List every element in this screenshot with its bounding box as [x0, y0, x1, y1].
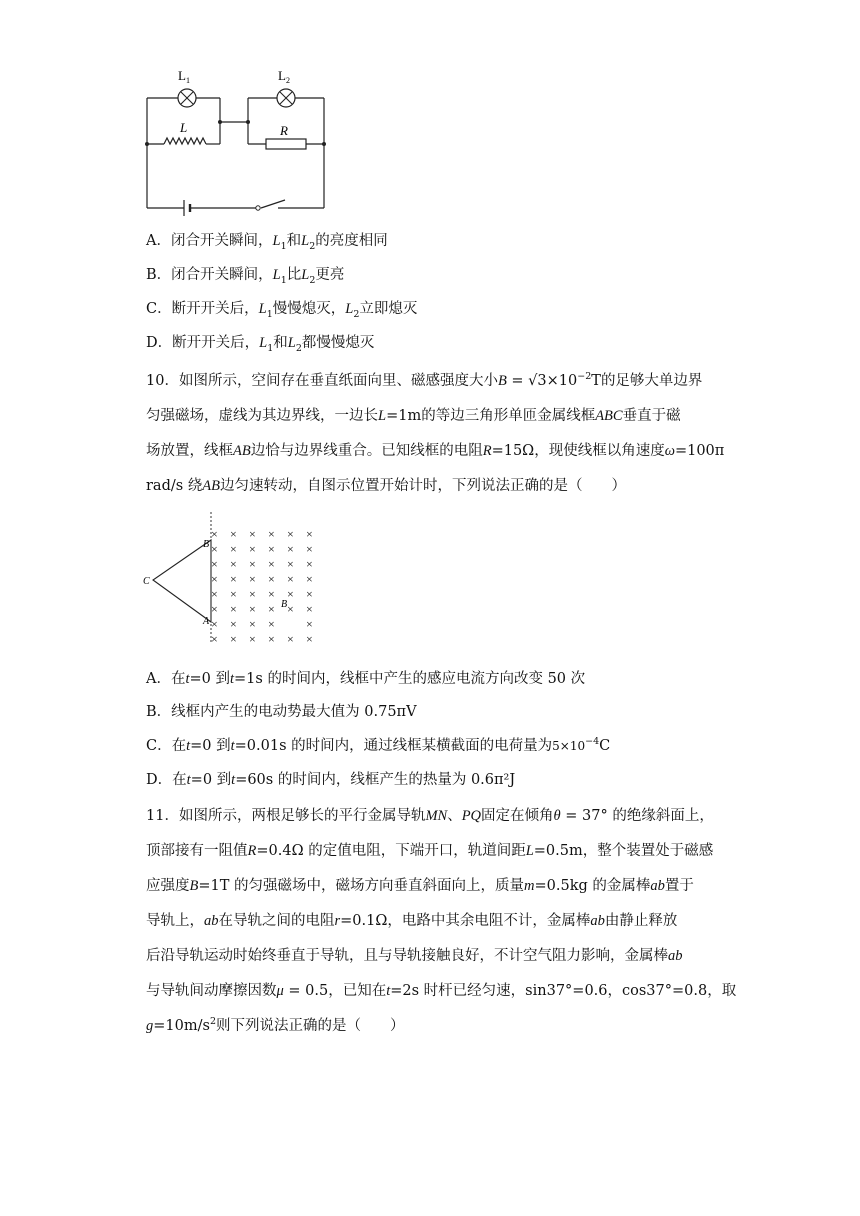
label-vertex-b: B [203, 539, 210, 550]
field-cross: × [306, 617, 313, 631]
q10-stem-line-3: 场放置，线框AB边恰与边界线重合。已知线框的电阻R=15Ω，现使线框以角速度ω=100π [146, 443, 725, 459]
field-cross: × [287, 572, 294, 586]
field-cross: × [306, 527, 313, 541]
field-cross: × [306, 572, 313, 586]
field-cross: × [306, 557, 313, 571]
field-cross: × [211, 542, 218, 556]
label-l1: $L_1$ [178, 68, 190, 85]
field-cross: × [211, 602, 218, 616]
field-cross: × [268, 572, 275, 586]
field-cross: × [249, 557, 256, 571]
q11-stem-line-4: 导轨上，ab在导轨之间的电阻r=0.1Ω，电路中其余电阻不计，金属棒ab由静止释放 [146, 913, 678, 929]
magnetic-field-diagram [140, 510, 330, 650]
q11-stem-line-3: 应强度B=1T 的匀强磁场中，磁场方向垂直斜面向上，质量m=0.5kg 的金属棒ab置于 [146, 878, 694, 894]
field-cross: × [249, 602, 256, 616]
field-crosses [211, 527, 313, 646]
field-cross: × [287, 557, 294, 571]
field-cross: × [230, 632, 237, 646]
q10-option-b[interactable]: B．线框内产生的电动势最大值为 0.75πV [146, 704, 417, 720]
field-cross: × [268, 587, 275, 601]
field-cross: × [268, 617, 275, 631]
field-cross: × [268, 557, 275, 571]
q9-option-b[interactable]: B．闭合开关瞬间，$L_1$比$L_2$更亮 [146, 267, 345, 286]
field-cross: × [230, 587, 237, 601]
field-cross: × [211, 632, 218, 646]
field-cross: × [287, 527, 294, 541]
field-cross: × [249, 587, 256, 601]
field-cross: × [211, 617, 218, 631]
field-cross: × [287, 587, 294, 601]
field-cross: × [249, 527, 256, 541]
field-cross: × [211, 527, 218, 541]
field-cross: × [287, 542, 294, 556]
field-cross: × [211, 557, 218, 571]
q10-option-c[interactable]: C．在t=0 到t=0.01s 的时间内，通过线框某横截面的电荷量为$5\times 10^{-4}C$ [146, 736, 611, 754]
label-l2: $L_2$ [278, 68, 290, 85]
field-cross: × [268, 542, 275, 556]
field-cross: × [230, 542, 237, 556]
q11-stem-line-7: $g=10m/s^2$则下列说法正确的是（ ） [146, 1016, 405, 1034]
field-cross: × [211, 572, 218, 586]
label-field-b: B [281, 599, 288, 610]
q9-option-a[interactable]: A．闭合开关瞬间，$L_1$和$L_2$的亮度相同 [146, 233, 388, 252]
q11-stem [146, 799, 737, 1044]
field-cross: × [211, 587, 218, 601]
field-cross: × [268, 602, 275, 616]
label-resistor: R [280, 123, 288, 138]
field-cross: × [306, 542, 313, 556]
q11-stem-line-6: 与导轨间动摩擦因数μ = 0.5，已知在t=2s 时杆已经匀速，sin37°=0.6，cos37°=0.8，取 [146, 983, 737, 999]
q10-option-a[interactable]: A．在t=0 到t=1s 的时间内，线框中产生的感应电流方向改变 50 次 [146, 671, 586, 687]
field-cross: × [287, 632, 294, 646]
label-vertex-c: C [143, 576, 150, 587]
field-cross: × [306, 587, 313, 601]
field-cross: × [230, 572, 237, 586]
field-cross: × [230, 527, 237, 541]
q10-stem [146, 364, 726, 504]
q10-stem-line-4: rad/s 绕AB边匀速转动，自图示位置开始计时，下列说法正确的是（ ） [146, 478, 627, 494]
label-vertex-a: A [203, 616, 210, 627]
q11-stem-line-1: 11．如图所示，两根足够长的平行金属导轨MN、PQ固定在倾角θ = 37° 的绝缘斜面上， [146, 808, 714, 824]
q10-stem-line-1: 10．如图所示，空间存在垂直纸面向里、磁感强度大小$B = √3\times 10^{-2}T$的足够大单边界 [146, 371, 703, 389]
field-cross: × [268, 632, 275, 646]
field-cross: × [249, 542, 256, 556]
field-cross: × [306, 632, 313, 646]
circuit-diagram [140, 60, 340, 220]
q10-stem-line-2: 匀强磁场，虚线为其边界线，一边长L=1m的等边三角形单匝金属线框ABC垂直于磁 [146, 408, 681, 424]
field-cross: × [268, 527, 275, 541]
q11-stem-line-5: 后沿导轨运动时始终垂直于导轨，且与导轨接触良好，不计空气阻力影响，金属棒ab [146, 948, 683, 964]
field-cross: × [249, 572, 256, 586]
q10-option-d[interactable]: D．在t=0 到t=60s 的时间内，线框产生的热量为 0.6π²J [146, 772, 516, 788]
label-inductor: L [180, 120, 188, 135]
field-cross: × [306, 602, 313, 616]
field-cross: × [287, 602, 294, 616]
field-cross: × [230, 602, 237, 616]
field-cross: × [249, 632, 256, 646]
q9-option-c[interactable]: C．断开开关后，$L_1$慢慢熄灭，$L_2$立即熄灭 [146, 301, 418, 320]
q9-option-d[interactable]: D．断开开关后，$L_1$和$L_2$都慢慢熄灭 [146, 335, 375, 354]
field-cross: × [230, 617, 237, 631]
q11-stem-line-2: 顶部接有一阻值R=0.4Ω 的定值电阻，下端开口，轨道间距L=0.5m，整个装置处于磁感 [146, 843, 714, 859]
field-cross: × [230, 557, 237, 571]
field-cross: × [249, 617, 256, 631]
